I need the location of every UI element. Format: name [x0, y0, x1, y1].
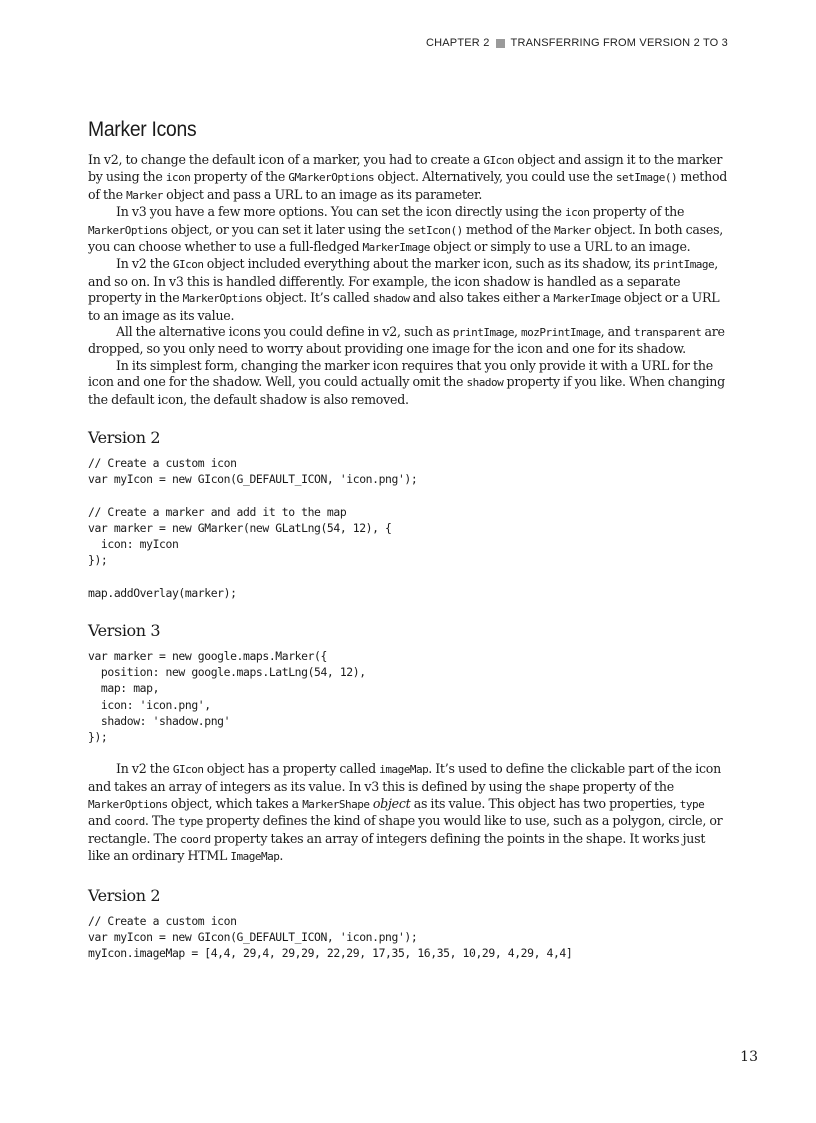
inline-code: type	[178, 815, 203, 829]
text: In v2 the	[116, 761, 173, 777]
inline-code: MarkerImage	[553, 292, 621, 306]
text: , and	[600, 324, 634, 340]
inline-code: Marker	[126, 188, 163, 202]
page-number: 13	[740, 1049, 758, 1065]
inline-code: type	[679, 797, 705, 811]
inline-code: GIcon	[483, 154, 514, 167]
text: In v2 the	[116, 256, 173, 272]
inline-code: icon	[564, 206, 590, 220]
text: object. It’s called	[262, 290, 373, 306]
inline-code: MarkerOptions	[182, 292, 263, 306]
inline-code: GMarkerOptions	[288, 171, 375, 185]
text: All the alternative icons you could define in v2, such as	[116, 324, 453, 340]
text: are dropped, so you only need to worry about providing one image for the icon and one for its shadow.	[88, 324, 725, 357]
text: object included everything about the marker icon, such as its shadow, its	[203, 256, 653, 272]
paragraph-4	[88, 324, 730, 358]
text: , and so on. In v3 this is handled differently. For example, the icon shadow is handled as a separate property in the	[88, 256, 718, 306]
text: object and assign it to the marker by using the	[88, 152, 723, 185]
text: ,	[514, 324, 522, 340]
text: property takes an array of integers defining the points in the shape. It works just like an ordinary HTML	[88, 830, 706, 864]
text: method of the	[88, 169, 728, 202]
running-header	[426, 37, 728, 49]
inline-code: MarkerImage	[362, 241, 430, 255]
inline-code: printImage	[452, 326, 515, 340]
inline-code: ImageMap	[230, 850, 280, 864]
text: as its value. This object has two properties,	[410, 795, 680, 811]
code-block-v2-marker: // Create a custom icon var myIcon = new GIcon(G_DEFAULT_ICON, 'icon.png'); // Create a marker and add it to the map var marker = new GMarker(new GLatLng(54, 12), { icon: myIcon }); map.addOverlay(marker);	[88, 456, 418, 600]
inline-code: coord	[114, 815, 145, 829]
inline-code: icon	[165, 171, 191, 185]
inline-code: printImage	[652, 258, 715, 272]
text: In v2, to change the default icon of a marker, you had to create a	[88, 152, 484, 167]
emphasis: object	[372, 795, 411, 811]
paragraph-6	[88, 761, 730, 865]
text: object, or you can set it later using the	[167, 221, 408, 237]
code-block-v3-marker: var marker = new google.maps.Marker({ position: new google.maps.LatLng(54, 12), map: map, icon: 'icon.png', shadow: 'shadow.png' });	[88, 648, 366, 744]
text: property if you like. When changing the default icon, the default shadow is also removed.	[88, 374, 725, 407]
inline-code: GIcon	[172, 763, 204, 777]
inline-code: shadow	[466, 376, 504, 390]
inline-code: setImage()	[615, 171, 678, 185]
version-2-heading: Version 2	[88, 428, 161, 448]
chapter-label: CHAPTER 2	[425, 37, 490, 49]
inline-code: MarkerShape	[302, 797, 370, 811]
text: .	[279, 848, 284, 864]
spacer	[88, 745, 730, 761]
paragraph-5	[88, 358, 730, 408]
text: object or simply to use a URL to an image.	[429, 239, 691, 255]
text: object has a property called	[203, 761, 380, 777]
inline-code: shape	[548, 780, 580, 794]
text: and	[88, 813, 115, 829]
inline-code: MarkerOptions	[88, 223, 168, 237]
paragraph-3	[88, 256, 730, 324]
text: object. In both cases, you can choose whether to use a full-fledged	[88, 221, 724, 255]
inline-code: mozPrintImage	[521, 326, 601, 340]
paragraph-1	[88, 152, 730, 204]
text: property of the	[190, 169, 289, 185]
version-3-heading: Version 3	[88, 620, 161, 640]
page-content	[88, 118, 730, 961]
text: property of the	[579, 778, 674, 794]
text: method of the	[462, 221, 555, 237]
code-block-v2-imagemap: // Create a custom icon var myIcon = new GIcon(G_DEFAULT_ICON, 'icon.png'); myIcon.imageMap = [4,4, 29,4, 29,29, 22,29, 17,35, 16,35, 10,29, 4,29, 4,4]	[88, 913, 573, 960]
version-2-imagemap-heading: Version 2	[88, 885, 161, 905]
text: object, which takes a	[167, 795, 303, 811]
text: object. Alternatively, you could use the	[374, 169, 616, 185]
text: In v3 you have a few more options. You can set the icon directly using the	[116, 204, 565, 220]
paragraph-2	[88, 204, 730, 256]
inline-code: GIcon	[172, 258, 204, 272]
separator-square-icon	[496, 39, 505, 48]
text: . It’s used to define the clickable part of the icon and takes an array of integers as its value. In v3 this is defined by using the	[88, 761, 722, 794]
text: . The	[144, 813, 179, 829]
chapter-title: TRANSFERRING FROM VERSION 2 TO 3	[510, 37, 728, 49]
inline-code: setIcon()	[407, 223, 463, 237]
inline-code: coord	[179, 832, 211, 846]
text: object or a URL to an image as its value.	[88, 290, 720, 323]
inline-code: transparent	[633, 326, 702, 340]
inline-code: shadow	[372, 292, 410, 306]
text: property of the	[589, 204, 685, 220]
text: property defines the kind of shape you would like to use, such as a polygon, circle, or rectangle. The	[88, 813, 723, 846]
inline-code: imageMap	[379, 763, 429, 777]
inline-code: MarkerOptions	[88, 797, 168, 811]
text: object and pass a URL to an image as its parameter.	[162, 186, 483, 202]
section-title: Marker Icons	[88, 118, 197, 141]
text: In its simplest form, changing the marker icon requires that you only provide it with a URL for the icon and one for the shadow. Well, you could actually omit the	[88, 357, 713, 390]
inline-code: Marker	[554, 223, 591, 237]
text: and also takes either a	[409, 290, 554, 306]
